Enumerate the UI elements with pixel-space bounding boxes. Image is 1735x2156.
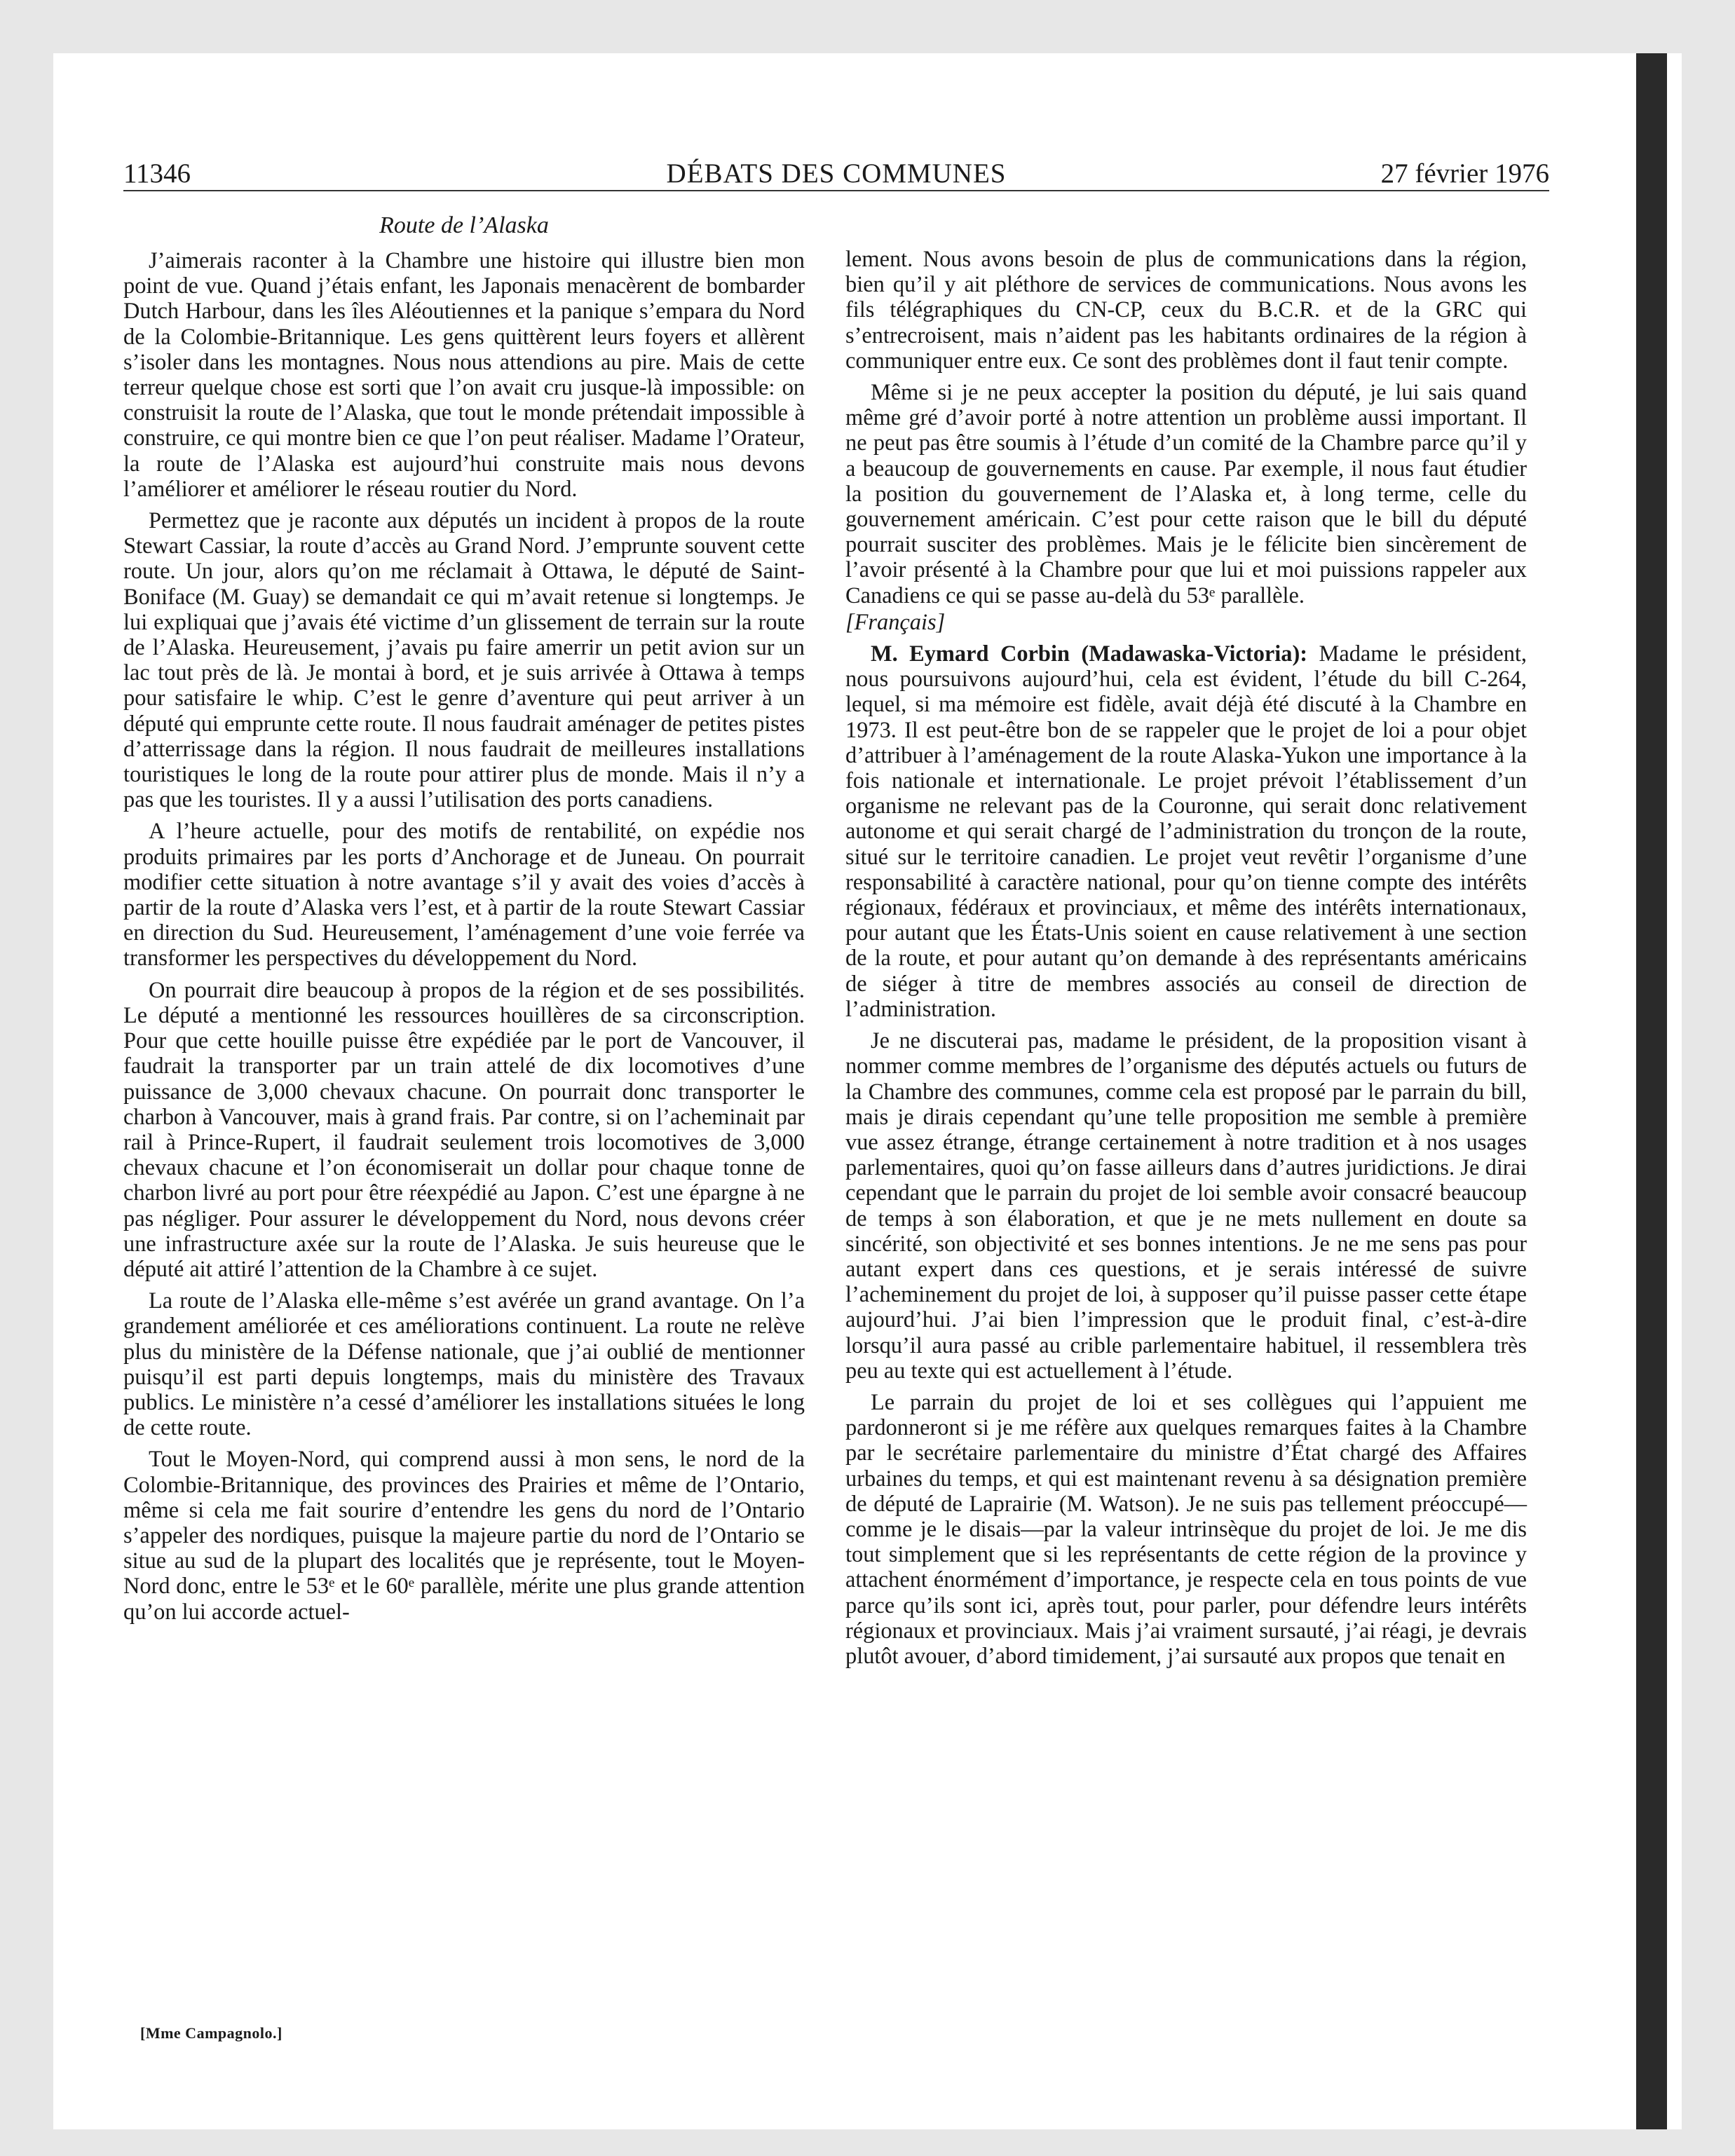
paragraph: J’aimerais raconter à la Chambre une histoire qui illustre bien mon point de vue. Quand j’étais enfant, les Japonais menacèrent de bombarder Dutch Harbour, dans les îles Aléoutiennes et la panique s’empara du Nord de la Colombie-Britannique. Les gens quittèrent leurs foyers et allèrent s’isoler dans les montagnes. Nous nous attendions au pire. Mais de cette terreur quelque chose est sorti que l’on avait cru jusque-là impossible: on construisit la route de l’Alaska, que tout le monde prétendait impossible à construire, ce qui montre bien ce que l’on peut réaliser. Madame l’Orateur, la route de l’Alaska est aujourd’hui construite mais nous devons l’améliorer et améliorer le réseau routier du Nord.: [123, 248, 805, 502]
right-column: [845, 247, 1527, 1669]
scan-edge-shadow: [1636, 53, 1667, 2129]
section-subheading: Route de l’Alaska: [379, 212, 549, 238]
paragraph: On pourrait dire beaucoup à propos de la région et de ses possibilités. Le député a mentionné les ressources houillères de sa circonscription. Pour que cette houille puisse être expédiée par le port de Vancouver, il faudrait la transporter par un train attelé de dix locomotives d’une puissance de 3,000 chevaux chacune. On pourrait donc transporter le charbon à Vancouver, mais à grand frais. Par contre, si on l’acheminait par rail à Prince-Rupert, il faudrait seulement trois locomotives de 3,000 chevaux chacune et l’on économiserait un dollar pour chaque tonne de charbon livré au port pour être réexpédié au Japon. C’est une épargne à ne pas négliger. Pour assurer le développement du Nord, nous devons créer une infrastructure axée sur la route de l’Alaska. Je suis heureuse que le député ait attiré l’attention de la Chambre à ce sujet.: [123, 977, 805, 1282]
speaker-text: Madame le président, nous poursuivons aujourd’hui, cela est évident, l’étude du bill C-264, lequel, si ma mémoire est fidèle, avait déjà été discuté à la Chambre en 1973. Il est peut-être bon de se rappeler que le projet de loi a pour objet d’attribuer à l’aménagement de la route Alaska-Yukon une importance à la fois nationale et internationale. Le projet prévoit l’établissement d’un organisme ne relevant pas de la Couronne, qui serait donc relativement autonome et qui serait chargé de l’administration du tronçon de la route, situé sur le territoire canadien. Le projet veut revêtir l’organisme d’une responsabilité à caractère national, pour qu’on tienne compte des intérêts régionaux, fédéraux et provinciaux, et même des intérêts internationaux, pour autant que les États-Unis soient en cause relativement à une section de la route, et pour autant qu’on demande à des représentants américains de siéger à titre de membres associés au conseil de direction de l’administration.: [845, 641, 1527, 1022]
left-column: [123, 210, 805, 1625]
speaker-footnote: [Mme Campagnolo.]: [140, 2024, 283, 2042]
page-header: [123, 156, 1549, 192]
publication-date: 27 février 1976: [1380, 158, 1549, 189]
publication-title: DÉBATS DES COMMUNES: [666, 158, 1007, 189]
speaker-paragraph: [845, 641, 1527, 1022]
paragraph: Même si je ne peux accepter la position du député, je lui sais quand même gré d’avoir porté à notre attention un problème aussi important. Il ne peut pas être soumis à l’étude d’un comité de la Chambre parce qu’il y a beaucoup de gouvernements en cause. Par exemple, il nous faut étudier la position du gouvernement de l’Alaska et, à long terme, celle du gouvernement américain. C’est pour cette raison que le bill du député pourrait susciter des problèmes. Mais je le félicite bien sincèrement de l’avoir présenté à la Chambre pour que lui et moi puissions rappeler aux Canadiens ce qui se passe au-delà du 53ᵉ parallèle.: [845, 380, 1527, 608]
language-marker: [Français]: [845, 609, 946, 635]
paragraph: Permettez que je raconte aux députés un incident à propos de la route Stewart Cassiar, la route d’accès au Grand Nord. J’emprunte souvent cette route. Un jour, alors qu’on me réclamait à Ottawa, le député de Saint-Boniface (M. Guay) se demandait ce qui m’avait retenue si longtemps. Je lui expliquai que j’avais été victime d’un glissement de terrain sur la route de l’Alaska. Heureusement, j’avais pu faire amerrir un petit avion sur un lac tout près de là. Je montai à bord, et je suis arrivée à Ottawa à temps pour satisfaire le whip. C’est le genre d’aventure qui peut arriver à un député qui emprunte cette route. Il nous faudrait aménager de petites pistes d’atterrissage dans la région. Il nous faudrait de meilleures installations touristiques le long de la route pour attirer plus de monde. Mais il n’y a pas que les touristes. Il y a aussi l’utilisation des ports canadiens.: [123, 508, 805, 813]
paragraph: Tout le Moyen-Nord, qui comprend aussi à mon sens, le nord de la Colombie-Britannique, des provinces des Prairies et même de l’Ontario, même si cela me fait sourire d’entendre les gens du nord de l’Ontario s’appeler des nordiques, puisque la majeure partie du nord de l’Ontario se situe au sud de la plupart des localités que je représente, tout le Moyen-Nord donc, entre le 53ᵉ et le 60ᵉ parallèle, mérite une plus grande attention qu’on lui accorde actuel-: [123, 1447, 805, 1625]
paragraph: lement. Nous avons besoin de plus de communications dans la région, bien qu’il y ait pléthore de services de communications. Nous avons les fils télégraphiques du CN-CP, ceux du B.C.R. et de la GRC qui s’entrecroisent, mais n’aident pas les habitants ordinaires de la région à communiquer entre eux. Ce sont des problèmes dont il faut tenir compte.: [845, 247, 1527, 374]
page-number: 11346: [123, 158, 191, 189]
paragraph: A l’heure actuelle, pour des motifs de rentabilité, on expédie nos produits primaires par les ports d’Anchorage et de Juneau. On pourrait modifier cette situation à notre avantage s’il y avait des voies d’accès à partir de la route d’Alaska vers l’est, et à partir de la route Stewart Cassiar en direction du Sud. Heureusement, l’aménagement d’une voie ferrée va transformer les perspectives du développement du Nord.: [123, 819, 805, 971]
speaker-name: M. Eymard Corbin (Madawaska-Victoria):: [871, 641, 1308, 667]
paragraph: Le parrain du projet de loi et ses collègues qui l’appuient me pardonneront si je me réfère aux quelques remarques faites à la Chambre par le secrétaire parlementaire du ministre d’État chargé des Affaires urbaines du temps, et qui est maintenant revenu à sa désignation première de député de Laprairie (M. Watson). Je ne suis pas tellement préoccupé—comme je le disais—par la valeur intrinsèque du projet de loi. Je me dis tout simplement que si les représentants de cette région de la province y attachent énormément d’importance, je respecte cela en tous points de vue parce qu’ils sont ici, après tout, pour parler, pour défendre leurs intérêts régionaux et provinciaux. Mais j’ai vraiment sursauté, j’ai réagi, je devrais plutôt avouer, d’abord timidement, j’ai sursauté aux propos que tenait en: [845, 1389, 1527, 1669]
paragraph: La route de l’Alaska elle-même s’est avérée un grand avantage. On l’a grandement améliorée et ces améliorations continuent. La route ne relève plus du ministère de la Défense nationale, que j’ai oublié de mentionner puisqu’il est parti depuis longtemps, mais du ministère des Travaux publics. Le ministère n’a cessé d’améliorer les installations situées le long de cette route.: [123, 1288, 805, 1441]
header-rule: [123, 190, 1549, 191]
paragraph: Je ne discuterai pas, madame le président, de la proposition visant à nommer comme membres de l’organisme des députés actuels ou futurs de la Chambre des communes, comme cela est proposé par le parrain du bill, mais je dirais cependant qu’une telle proposition me semble à première vue assez étrange, étrange certainement à notre tradition et à nos usages parlementaires, quoi qu’on fasse ailleurs dans d’autres juridictions. Je dirai cependant que le parrain du projet de loi semble avoir consacré beaucoup de temps à son élaboration, et que je ne mets nullement en doute sa sincérité, son objectivité et ses bonnes intentions. Je ne me sens pas pour autant expert dans ces questions, et je serais intéressé de suivre l’acheminement du projet de loi, à supposer qu’il puisse passer cette étape aujourd’hui. J’ai bien l’impression que le produit final, c’est-à-dire lorsqu’il aura passé au crible parlementaire habituel, il ressemblera très peu au texte qui est actuellement à l’étude.: [845, 1028, 1527, 1384]
